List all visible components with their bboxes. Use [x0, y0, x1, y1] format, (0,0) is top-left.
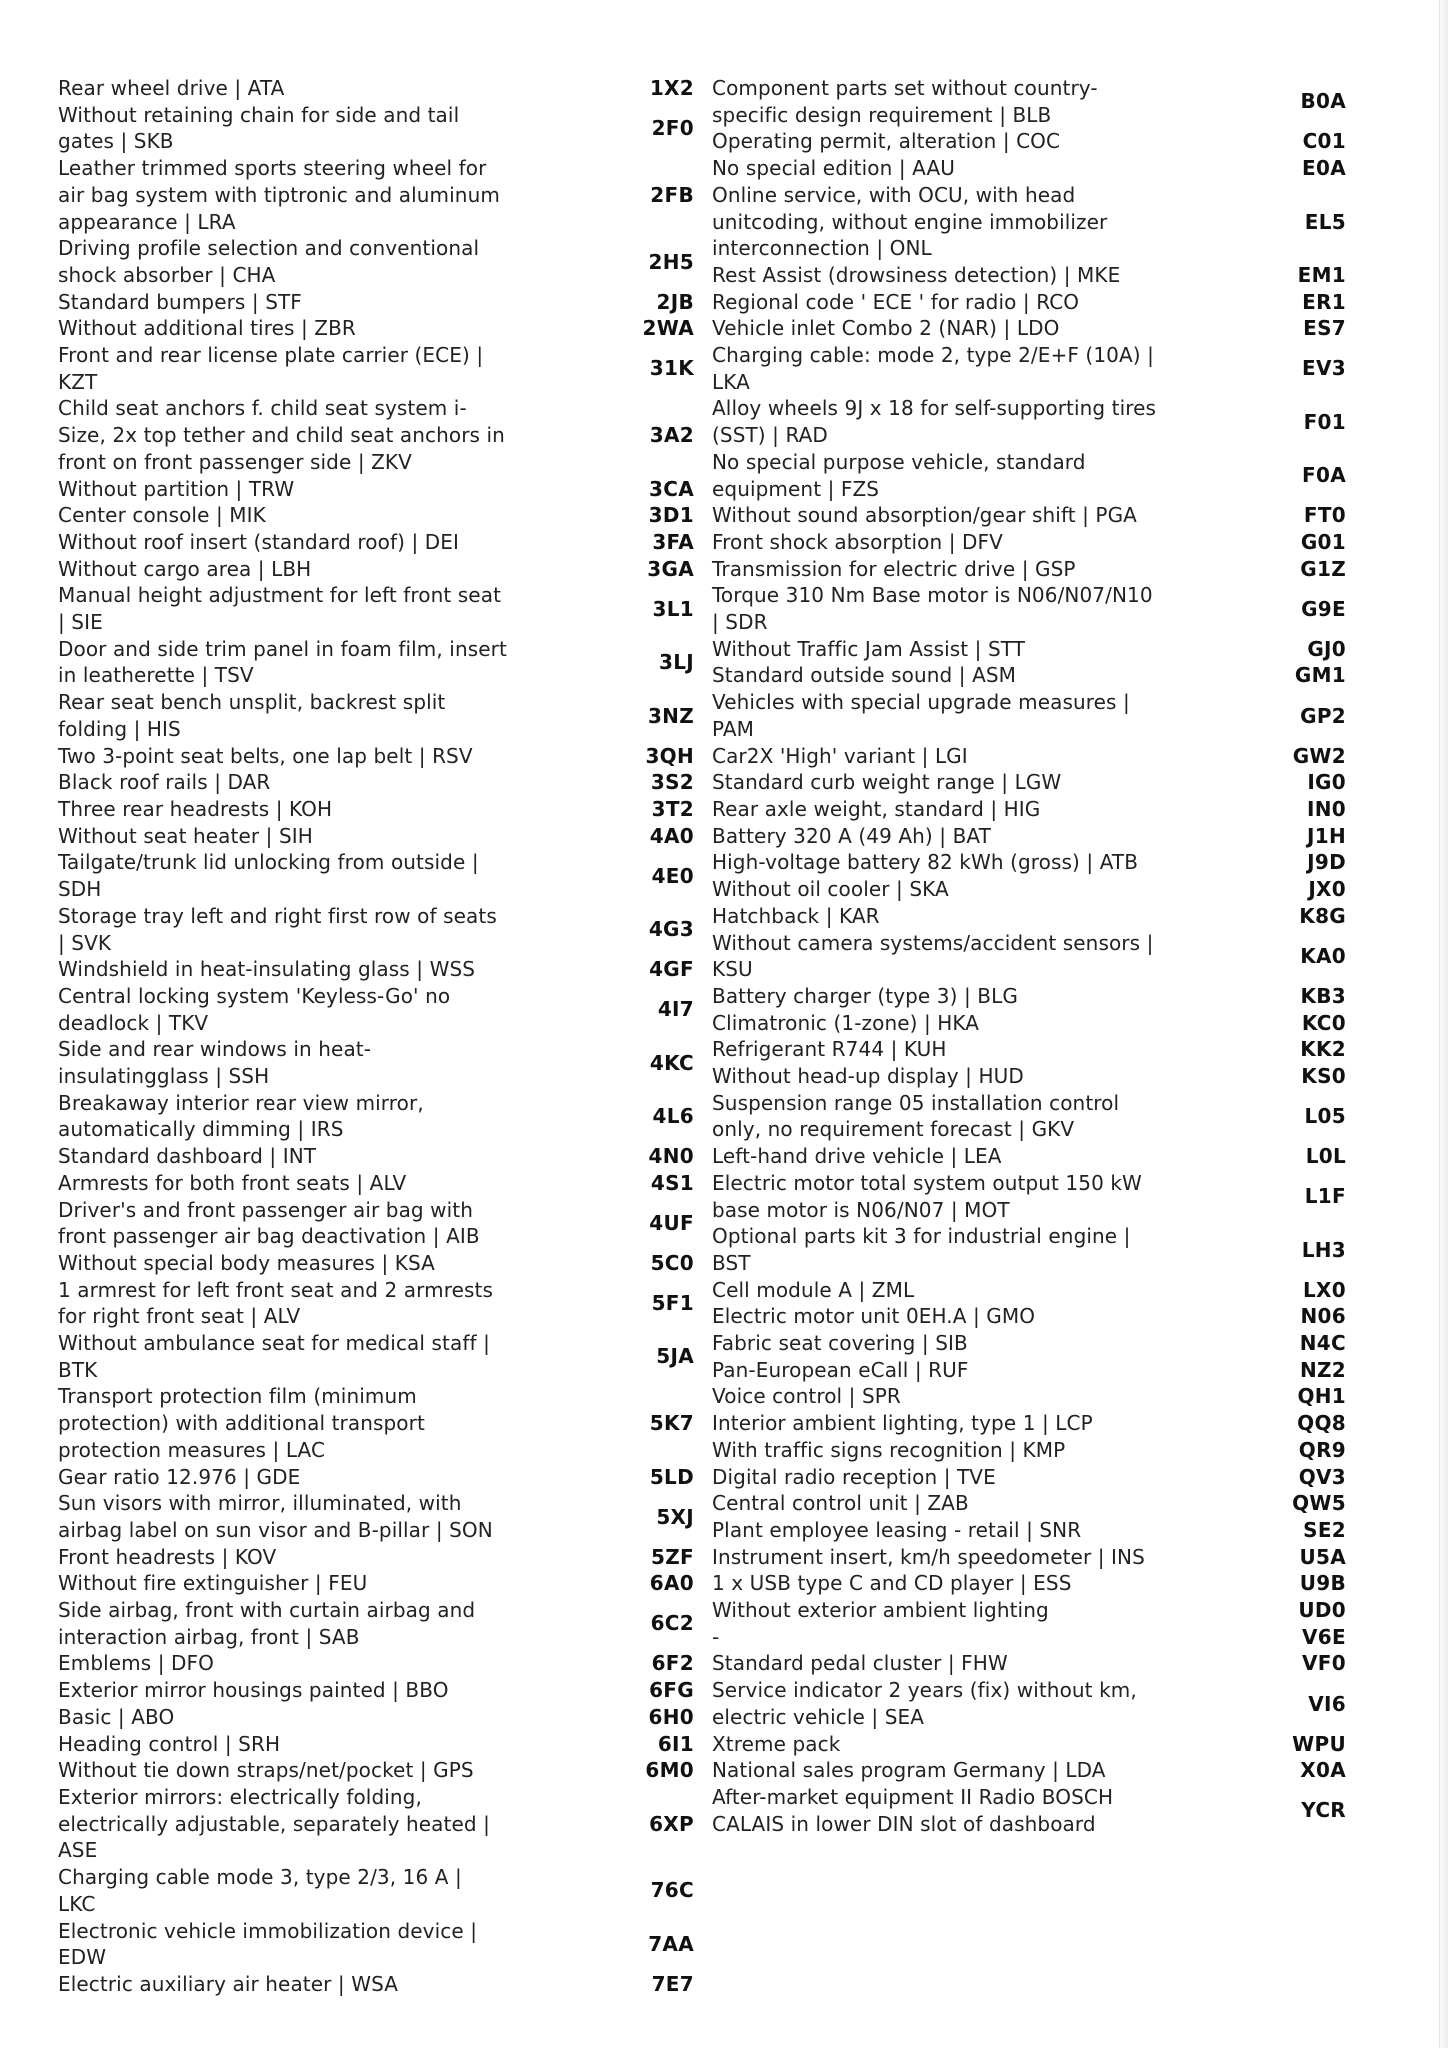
equipment-code: QH1 [1297, 1384, 1346, 1409]
equipment-description: 1 armrest for left front seat and 2 armrests for right front seat | ALV [58, 1277, 493, 1329]
equipment-description: Rear seat bench unsplit, backrest split folding | HIS [58, 690, 446, 741]
equipment-code: UD0 [1298, 1598, 1346, 1623]
equipment-code: 3FA [652, 529, 694, 554]
equipment-description: Tailgate/trunk lid unlocking from outside | SDH [58, 850, 479, 902]
equipment-row [58, 689, 694, 742]
equipment-description: Side airbag, front with curtain airbag and interaction airbag, front | SAB [58, 1598, 476, 1649]
equipment-description: Rest Assist (drowsiness detection) | MKE [712, 262, 1121, 287]
equipment-row [712, 1170, 1346, 1223]
equipment-description: No special edition | AAU [712, 156, 955, 181]
equipment-code: QQ8 [1297, 1411, 1346, 1436]
equipment-description: Side and rear windows in heat- insulatingglass | SSH [58, 1037, 372, 1089]
equipment-description: Emblems | DFO [58, 1651, 214, 1676]
equipment-description: Cell module A | ZML [712, 1277, 915, 1302]
equipment-row [712, 849, 1346, 876]
equipment-code: 5C0 [650, 1250, 694, 1275]
equipment-description: - [712, 1624, 720, 1649]
equipment-description: Operating permit, alteration | COC [712, 129, 1061, 154]
equipment-row [712, 1677, 1346, 1730]
right-column [712, 75, 1346, 1837]
equipment-row [58, 769, 694, 796]
equipment-description: No special purpose vehicle, standard equipment | FZS [712, 449, 1086, 501]
equipment-code: L0L [1305, 1144, 1346, 1169]
equipment-description: Central locking system 'Keyless-Go' no deadlock | TKV [58, 983, 451, 1035]
equipment-description: Black roof rails | DAR [58, 770, 271, 795]
equipment-row [58, 1677, 694, 1704]
equipment-code: B0A [1300, 89, 1346, 114]
equipment-row [712, 1357, 1346, 1384]
equipment-code: G01 [1300, 529, 1346, 554]
equipment-code: J9D [1307, 850, 1346, 875]
equipment-row [58, 102, 694, 155]
equipment-description: Central control unit | ZAB [712, 1491, 969, 1516]
equipment-row [712, 1784, 1346, 1837]
equipment-code: VI6 [1308, 1691, 1346, 1716]
equipment-row [58, 235, 694, 288]
equipment-row [712, 556, 1346, 583]
equipment-code: 7E7 [651, 1971, 694, 1996]
equipment-code: U5A [1299, 1544, 1346, 1569]
equipment-description: Driver's and front passenger air bag with front passenger air bag deactivation | AIB [58, 1197, 480, 1249]
equipment-description: Regional code ' ECE ' for radio | RCO [712, 289, 1080, 314]
equipment-row [712, 796, 1346, 823]
equipment-code: YCR [1301, 1798, 1346, 1823]
equipment-row [58, 342, 694, 395]
equipment-row [712, 1731, 1346, 1758]
equipment-row [712, 662, 1346, 689]
equipment-description: Plant employee leasing - retail | SNR [712, 1517, 1082, 1542]
equipment-row [58, 289, 694, 316]
equipment-code: 6C2 [650, 1611, 694, 1636]
equipment-code: 2H5 [648, 249, 694, 274]
equipment-row [58, 1597, 694, 1650]
equipment-description: Battery charger (type 3) | BLG [712, 983, 1018, 1008]
equipment-row [712, 1223, 1346, 1276]
equipment-code: 6A0 [649, 1571, 694, 1596]
equipment-row [712, 1517, 1346, 1544]
equipment-code: V6E [1302, 1624, 1346, 1649]
equipment-row [712, 1757, 1346, 1784]
equipment-code: 6I1 [657, 1731, 694, 1756]
left-column [58, 75, 694, 1998]
equipment-code: GM1 [1294, 663, 1346, 688]
equipment-description: Fabric seat covering | SIB [712, 1331, 968, 1356]
equipment-code: N4C [1299, 1331, 1346, 1356]
equipment-code: 2FB [650, 182, 694, 207]
equipment-row [712, 1570, 1346, 1597]
equipment-code: ES7 [1303, 316, 1346, 341]
equipment-description: Instrument insert, km/h speedometer | INS [712, 1544, 1145, 1569]
equipment-code: 3GA [647, 556, 694, 581]
equipment-row [712, 1597, 1346, 1624]
equipment-code: GP2 [1300, 703, 1346, 728]
equipment-row [712, 582, 1346, 635]
equipment-row [712, 1410, 1346, 1437]
equipment-row [58, 1143, 694, 1170]
equipment-code: 4A0 [649, 823, 694, 848]
equipment-row [712, 1624, 1346, 1651]
equipment-row [712, 1544, 1346, 1571]
equipment-description: Pan-European eCall | RUF [712, 1357, 969, 1382]
equipment-row [58, 395, 694, 475]
equipment-row [712, 75, 1346, 128]
equipment-row [58, 796, 694, 823]
equipment-code: 5K7 [649, 1411, 694, 1436]
equipment-row [58, 1464, 694, 1491]
page-edge [1439, 0, 1448, 2048]
equipment-code: 4L6 [652, 1104, 694, 1129]
equipment-description: After-market equipment II Radio BOSCH CALAIS in lower DIN slot of dashboard [712, 1785, 1114, 1836]
equipment-code: 4KC [649, 1050, 694, 1075]
equipment-description: Suspension range 05 installation control only, no requirement forecast | GKV [712, 1090, 1120, 1142]
equipment-description: Standard outside sound | ASM [712, 663, 1017, 688]
equipment-code: QR9 [1298, 1437, 1346, 1462]
equipment-description: Optional parts kit 3 for industrial engine | BST [712, 1224, 1131, 1275]
equipment-code: G1Z [1300, 556, 1346, 581]
equipment-code: 6M0 [645, 1758, 694, 1783]
equipment-description: Without exterior ambient lighting [712, 1598, 1049, 1623]
equipment-description: Electric motor total system output 150 kW base motor is N06/N07 | MOT [712, 1170, 1142, 1222]
equipment-code: 2F0 [651, 116, 694, 141]
equipment-description: Without ambulance seat for medical staff | BTK [58, 1331, 490, 1382]
equipment-code: 4UF [649, 1210, 694, 1235]
equipment-row [712, 1330, 1346, 1357]
equipment-row [712, 636, 1346, 663]
equipment-code: 3T2 [651, 796, 694, 821]
equipment-row [58, 582, 694, 635]
equipment-code: 7AA [648, 1931, 694, 1956]
equipment-description: Battery 320 A (49 Ah) | BAT [712, 823, 991, 848]
equipment-description: Without head-up display | HUD [712, 1064, 1024, 1089]
equipment-description: Without additional tires | ZBR [58, 316, 356, 341]
equipment-description: Driving profile selection and conventional shock absorber | CHA [58, 236, 480, 287]
equipment-row [712, 1063, 1346, 1090]
equipment-row [712, 449, 1346, 502]
equipment-description: Windshield in heat-insulating glass | WSS [58, 957, 476, 982]
equipment-code: KB3 [1300, 983, 1346, 1008]
equipment-description: Standard bumpers | STF [58, 289, 302, 314]
equipment-row [58, 155, 694, 235]
equipment-description: Without special body measures | KSA [58, 1250, 435, 1275]
equipment-row [58, 636, 694, 689]
equipment-description: Vehicles with special upgrade measures | PAM [712, 690, 1130, 741]
equipment-row [712, 689, 1346, 742]
equipment-code: 3CA [649, 476, 694, 501]
equipment-description: Refrigerant R744 | KUH [712, 1037, 947, 1062]
equipment-row [712, 1010, 1346, 1037]
equipment-row [712, 1490, 1346, 1517]
equipment-row [712, 502, 1346, 529]
equipment-code: 4G3 [648, 917, 694, 942]
equipment-row [712, 128, 1346, 155]
equipment-description: Transport protection film (minimum protection) with additional transport protection measures | LAC [58, 1384, 425, 1462]
equipment-code: J1H [1307, 823, 1346, 848]
equipment-code: IG0 [1307, 770, 1346, 795]
equipment-description: Center console | MIK [58, 503, 266, 528]
equipment-row [712, 1277, 1346, 1304]
equipment-code: 6F2 [651, 1651, 694, 1676]
equipment-description: Component parts set without country- specific design requirement | BLB [712, 76, 1098, 127]
equipment-code: F01 [1303, 409, 1346, 434]
equipment-code: KS0 [1301, 1064, 1346, 1089]
equipment-row [58, 1383, 694, 1463]
equipment-row [712, 155, 1346, 182]
equipment-description: Alloy wheels 9J x 18 for self-supporting tires (SST) | RAD [712, 396, 1157, 448]
equipment-description: Without fire extinguisher | FEU [58, 1571, 368, 1596]
equipment-row [58, 502, 694, 529]
equipment-row [58, 743, 694, 770]
equipment-code: C01 [1302, 129, 1346, 154]
equipment-row [58, 983, 694, 1036]
equipment-description: Standard curb weight range | LGW [712, 770, 1062, 795]
equipment-description: Without sound absorption/gear shift | PGA [712, 503, 1137, 528]
equipment-row [712, 769, 1346, 796]
equipment-code: KC0 [1301, 1010, 1346, 1035]
equipment-code: 3NZ [647, 703, 694, 728]
equipment-row [58, 1250, 694, 1277]
equipment-code: IN0 [1307, 796, 1346, 821]
equipment-code: KK2 [1300, 1037, 1346, 1062]
equipment-row [58, 1170, 694, 1197]
equipment-description: Charging cable mode 3, type 2/3, 16 A | LKC [58, 1865, 462, 1916]
equipment-description: Charging cable: mode 2, type 2/E+F (10A) | LKA [712, 343, 1154, 394]
equipment-description: Two 3-point seat belts, one lap belt | RSV [58, 743, 473, 768]
equipment-code: 76C [650, 1878, 694, 1903]
equipment-description: Front and rear license plate carrier (ECE) | KZT [58, 343, 484, 394]
equipment-row [712, 182, 1346, 262]
equipment-description: Storage tray left and right first row of seats | SVK [58, 903, 497, 955]
equipment-code: F0A [1302, 463, 1346, 488]
equipment-row [58, 1544, 694, 1571]
equipment-description: Service indicator 2 years (fix) without km, electric vehicle | SEA [712, 1678, 1137, 1729]
equipment-description: With traffic signs recognition | KMP [712, 1437, 1066, 1462]
equipment-row [58, 556, 694, 583]
equipment-code: 4GF [649, 957, 694, 982]
equipment-description: Vehicle inlet Combo 2 (NAR) | LDO [712, 316, 1060, 341]
equipment-description: Without seat heater | SIH [58, 823, 313, 848]
equipment-description: Child seat anchors f. child seat system i- Size, 2x top tether and child seat anchors in front on front passenger side | ZKV [58, 396, 505, 474]
equipment-description: Electronic vehicle immobilization device | EDW [58, 1918, 478, 1970]
equipment-description: Hatchback | KAR [712, 903, 880, 928]
equipment-description: Rear axle weight, standard | HIG [712, 796, 1041, 821]
equipment-code: LX0 [1303, 1277, 1346, 1302]
equipment-code: GW2 [1292, 743, 1346, 768]
equipment-description: Without partition | TRW [58, 476, 295, 501]
equipment-row [58, 1757, 694, 1784]
equipment-code: VF0 [1302, 1651, 1346, 1676]
equipment-row [58, 823, 694, 850]
equipment-row [58, 1864, 694, 1917]
equipment-row [712, 289, 1346, 316]
equipment-row [58, 1197, 694, 1250]
equipment-code: 2JB [656, 289, 694, 314]
equipment-description: Without oil cooler | SKA [712, 877, 949, 902]
equipment-code: G9E [1301, 596, 1346, 621]
equipment-row [58, 1704, 694, 1731]
equipment-code: U9B [1299, 1571, 1346, 1596]
equipment-description: Exterior mirror housings painted | BBO [58, 1678, 449, 1703]
equipment-code: 31K [649, 356, 694, 381]
equipment-row [58, 315, 694, 342]
equipment-description: Door and side trim panel in foam film, insert in leatherette | TSV [58, 636, 507, 688]
equipment-description: Electric auxiliary air heater | WSA [58, 1971, 399, 1996]
equipment-row [58, 529, 694, 556]
equipment-description: Front shock absorption | DFV [712, 529, 1003, 554]
equipment-row [712, 342, 1346, 395]
equipment-description: Heading control | SRH [58, 1731, 281, 1756]
equipment-code: QW5 [1292, 1491, 1346, 1516]
equipment-row [58, 956, 694, 983]
equipment-description: Basic | ABO [58, 1704, 175, 1729]
equipment-code: 5JA [656, 1344, 694, 1369]
equipment-code: QV3 [1298, 1464, 1346, 1489]
equipment-code: X0A [1300, 1758, 1346, 1783]
equipment-description: Standard pedal cluster | FHW [712, 1651, 1008, 1676]
equipment-description: Xtreme pack [712, 1731, 841, 1756]
equipment-code: 5LD [649, 1464, 694, 1489]
equipment-description: Sun visors with mirror, illuminated, with airbag label on sun visor and B-pillar | SON [58, 1491, 493, 1542]
equipment-row [58, 1036, 694, 1089]
equipment-description: Armrests for both front seats | ALV [58, 1170, 407, 1195]
equipment-description: Exterior mirrors: electrically folding, electrically adjustable, separately heated | ASE [58, 1785, 490, 1863]
equipment-description: Digital radio reception | TVE [712, 1464, 996, 1489]
equipment-code: 6H0 [648, 1704, 694, 1729]
equipment-code: EM1 [1297, 262, 1346, 287]
equipment-row [58, 1784, 694, 1864]
equipment-code: KA0 [1300, 943, 1346, 968]
equipment-code: 4N0 [648, 1144, 694, 1169]
equipment-row [712, 743, 1346, 770]
equipment-row [58, 1731, 694, 1758]
equipment-description: Breakaway interior rear view mirror, automatically dimming | IRS [58, 1090, 424, 1142]
equipment-description: Three rear headrests | KOH [58, 796, 333, 821]
equipment-row [58, 903, 694, 956]
equipment-code: E0A [1302, 156, 1346, 181]
equipment-code: WPU [1292, 1731, 1346, 1756]
equipment-code: GJ0 [1307, 636, 1346, 661]
equipment-description: Leather trimmed sports steering wheel for air bag system with tiptronic and aluminum appearance | LRA [58, 156, 500, 234]
equipment-row [58, 1971, 694, 1998]
equipment-description: Online service, with OCU, with head unitcoding, without engine immobilizer interconnection | ONL [712, 182, 1108, 261]
equipment-code: JX0 [1308, 877, 1346, 902]
equipment-code: 3L1 [652, 596, 694, 621]
equipment-code: L1F [1304, 1184, 1346, 1209]
equipment-description: Without retaining chain for side and tail gates | SKB [58, 102, 460, 154]
equipment-code: L05 [1304, 1104, 1346, 1129]
equipment-code: 5F1 [651, 1290, 694, 1315]
equipment-row [58, 1490, 694, 1543]
equipment-description: Electric motor unit 0EH.A | GMO [712, 1304, 1036, 1329]
equipment-code: 3LJ [658, 650, 694, 675]
equipment-row [58, 75, 694, 102]
equipment-description: Left-hand drive vehicle | LEA [712, 1144, 1002, 1169]
equipment-row [712, 823, 1346, 850]
equipment-row [712, 1437, 1346, 1464]
equipment-description: Car2X 'High' variant | LGI [712, 743, 968, 768]
equipment-code: 1X2 [649, 76, 694, 100]
equipment-code: 4S1 [650, 1170, 694, 1195]
equipment-row [58, 476, 694, 503]
equipment-code: K8G [1299, 903, 1346, 928]
equipment-code: 5ZF [651, 1544, 694, 1569]
equipment-row [712, 930, 1346, 983]
equipment-code: 5XJ [656, 1504, 694, 1529]
equipment-code: 6FG [649, 1678, 694, 1703]
equipment-row [712, 876, 1346, 903]
equipment-description: Transmission for electric drive | GSP [712, 556, 1076, 581]
equipment-row [712, 529, 1346, 556]
equipment-description: Torque 310 Nm Base motor is N06/N07/N10 | SDR [712, 583, 1153, 635]
equipment-row [712, 315, 1346, 342]
equipment-row [712, 1650, 1346, 1677]
equipment-row [58, 1570, 694, 1597]
equipment-row [58, 1918, 694, 1971]
equipment-row [58, 1330, 694, 1383]
equipment-row [58, 1650, 694, 1677]
equipment-code: 3A2 [649, 423, 694, 448]
equipment-code: ER1 [1302, 289, 1346, 314]
equipment-code: EL5 [1304, 209, 1346, 234]
equipment-description: Interior ambient lighting, type 1 | LCP [712, 1411, 1093, 1436]
equipment-description: Climatronic (1-zone) | HKA [712, 1010, 980, 1035]
equipment-code: SE2 [1303, 1517, 1346, 1542]
equipment-code: 6XP [649, 1811, 694, 1836]
equipment-description: Standard dashboard | INT [58, 1144, 317, 1169]
equipment-description: 1 x USB type C and CD player | ESS [712, 1571, 1072, 1596]
equipment-description: Without tie down straps/net/pocket | GPS [58, 1758, 474, 1783]
equipment-code: 4I7 [657, 997, 694, 1022]
equipment-description: Rear wheel drive | ATA [58, 76, 285, 100]
equipment-row [712, 1303, 1346, 1330]
equipment-row [712, 903, 1346, 930]
equipment-row [712, 262, 1346, 289]
equipment-description: Front headrests | KOV [58, 1544, 277, 1569]
equipment-description: Gear ratio 12.976 | GDE [58, 1464, 301, 1489]
equipment-row [58, 1090, 694, 1143]
equipment-row [712, 395, 1346, 448]
equipment-code: NZ2 [1299, 1357, 1346, 1382]
equipment-description: Manual height adjustment for left front seat | SIE [58, 583, 502, 635]
equipment-code: FT0 [1303, 503, 1346, 528]
equipment-code: 3D1 [648, 503, 694, 528]
equipment-code: N06 [1300, 1304, 1346, 1329]
equipment-description: National sales program Germany | LDA [712, 1758, 1106, 1783]
equipment-row [58, 849, 694, 902]
equipment-row [712, 1464, 1346, 1491]
equipment-row [712, 1036, 1346, 1063]
equipment-code: 3S2 [650, 770, 694, 795]
equipment-code: LH3 [1301, 1237, 1346, 1262]
equipment-row [712, 1383, 1346, 1410]
equipment-code: 3QH [645, 743, 694, 768]
equipment-description: High-voltage battery 82 kWh (gross) | ATB [712, 850, 1139, 875]
equipment-description: Without Traffic Jam Assist | STT [712, 636, 1026, 661]
equipment-row [712, 983, 1346, 1010]
equipment-row [712, 1143, 1346, 1170]
equipment-row [712, 1090, 1346, 1143]
equipment-code: 4E0 [651, 863, 694, 888]
equipment-description: Voice control | SPR [712, 1384, 901, 1409]
equipment-description: Without cargo area | LBH [58, 556, 312, 581]
equipment-description: Without roof insert (standard roof) | DEI [58, 529, 460, 554]
equipment-code: EV3 [1302, 356, 1346, 381]
equipment-description: Without camera systems/accident sensors | KSU [712, 930, 1154, 982]
equipment-row [58, 1277, 694, 1330]
equipment-code: 2WA [642, 316, 694, 341]
